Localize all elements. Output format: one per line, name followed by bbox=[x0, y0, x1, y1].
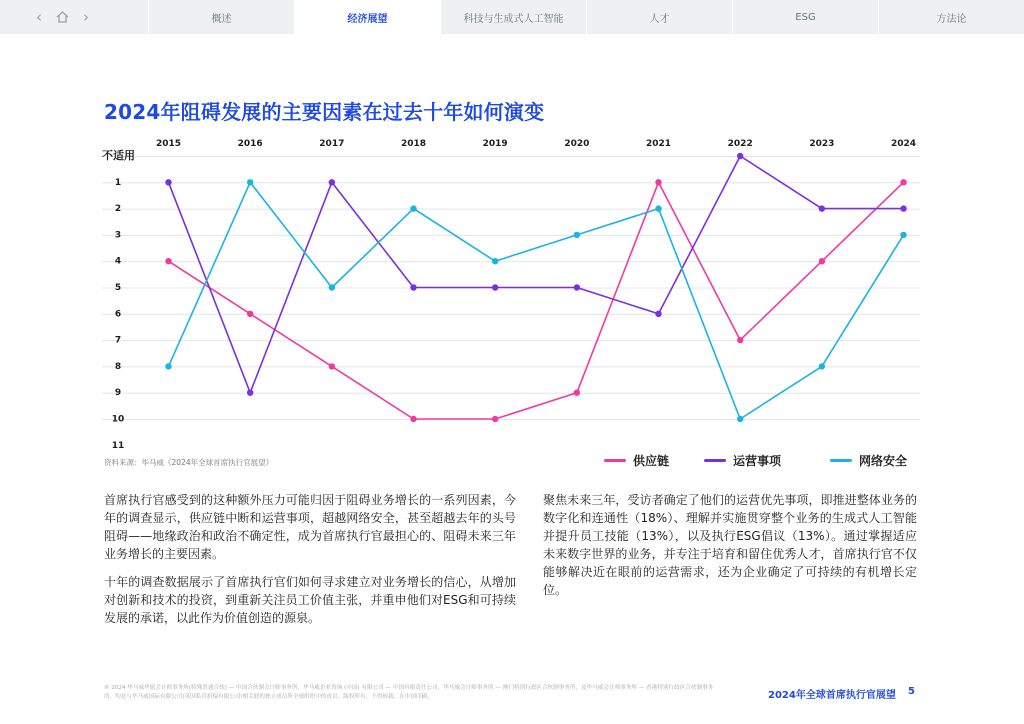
x-tick-label: 2020 bbox=[564, 139, 590, 149]
series-line bbox=[169, 182, 904, 419]
data-point bbox=[819, 363, 825, 369]
data-point bbox=[247, 179, 253, 185]
data-point bbox=[819, 258, 825, 264]
data-point bbox=[655, 311, 661, 317]
y-tick-label: 4 bbox=[114, 256, 122, 267]
tab-overview[interactable]: 概述 bbox=[148, 0, 294, 34]
legend-swatch-supply-chain bbox=[604, 459, 626, 462]
x-tick-label: 2023 bbox=[809, 139, 835, 149]
y-tick-label: 10 bbox=[111, 414, 125, 425]
data-point bbox=[900, 205, 906, 211]
legal-footnote: © 2024 毕马威华振会计师事务所(特殊普通合伙) — 中国合伙制会计师事务所，毕马威企业咨询 (中国) 有限公司 — 中国有限责任公司，毕马威会计师事务所 — 澳门特别行政区合伙制事务所，及毕马威会计师事务所 — 香港特别行政区合伙制事务所，均是与毕马威国际有限公司(英国私营担保有限公司)相关联的独立成员所全球组织中的成员。版权所有，不得转载。在中国印刷。 bbox=[104, 685, 714, 700]
y-tick-label: 6 bbox=[114, 309, 122, 320]
data-point bbox=[819, 205, 825, 211]
tab-economic-outlook[interactable]: 经济展望 bbox=[294, 0, 440, 34]
y-tick-label: 7 bbox=[114, 335, 122, 346]
data-point bbox=[165, 363, 171, 369]
body-right-column bbox=[543, 491, 917, 609]
data-point bbox=[737, 337, 743, 343]
legend-label-supply-chain: 供应链 bbox=[633, 454, 670, 468]
data-point bbox=[492, 284, 498, 290]
series-line bbox=[169, 156, 904, 393]
legend-item-cybersecurity bbox=[830, 452, 907, 469]
x-tick-label: 2024 bbox=[890, 139, 917, 149]
data-point bbox=[655, 179, 661, 185]
data-point bbox=[329, 179, 335, 185]
tab-esg[interactable]: ESG bbox=[732, 0, 878, 34]
data-point bbox=[574, 284, 580, 290]
data-point bbox=[247, 390, 253, 396]
series-line bbox=[169, 182, 904, 419]
data-point bbox=[655, 205, 661, 211]
y-tick-label: 8 bbox=[114, 361, 122, 372]
x-tick-label: 2018 bbox=[400, 139, 427, 149]
footer-title: 2024年全球首席执行官展望 bbox=[768, 690, 896, 701]
y-tick-label: 11 bbox=[111, 440, 125, 451]
data-point bbox=[165, 258, 171, 264]
x-tick-label: 2015 bbox=[155, 139, 182, 149]
y-tick-label: 9 bbox=[114, 388, 122, 399]
x-tick-label: 2019 bbox=[482, 139, 508, 149]
y-tick-label: 3 bbox=[114, 230, 122, 241]
body-paragraph: 聚焦未来三年，受访者确定了他们的运营优先事项，即推进整体业务的数字化和连通性（18%）、理解并实施贯穿整个业务的生成式人工智能并提升员工技能（13%），以及执行ESG倡议（13%）。通过掌握适应未来数字世界的业务，并专注于培育和留住优秀人才，首席执行官不仅能够解决近在眼前的运营需求，还为企业确定了可持续的有机增长定位。 bbox=[543, 493, 917, 597]
data-point bbox=[900, 179, 906, 185]
y-tick-label: 1 bbox=[114, 177, 122, 188]
data-point bbox=[492, 258, 498, 264]
body-left-column bbox=[104, 491, 516, 637]
y-tick-label: 2 bbox=[114, 204, 122, 215]
data-point bbox=[247, 311, 253, 317]
legend-item-operations bbox=[704, 452, 781, 469]
data-point bbox=[165, 179, 171, 185]
data-point bbox=[410, 416, 416, 422]
legend-swatch-operations bbox=[704, 459, 726, 462]
legend-item-supply-chain bbox=[604, 452, 669, 469]
chevron-left-icon[interactable]: ‹ bbox=[36, 7, 42, 26]
tab-talent[interactable]: 人才 bbox=[586, 0, 732, 34]
data-point bbox=[329, 284, 335, 290]
legend-label-operations: 运营事项 bbox=[733, 454, 782, 468]
y-tick-label: 不适用 bbox=[102, 149, 135, 162]
data-point bbox=[737, 153, 743, 159]
data-point bbox=[410, 205, 416, 211]
x-tick-label: 2016 bbox=[237, 139, 263, 149]
chart-source: 资料来源：毕马威《2024年全球首席执行官展望》 bbox=[104, 458, 274, 467]
legend-label-cybersecurity: 网络安全 bbox=[859, 454, 908, 468]
body-paragraph: 十年的调查数据展示了首席执行官们如何寻求建立对业务增长的信心，从增加对创新和技术的投资，到重新关注员工价值主张，并重申他们对ESG和可持续发展的承诺，以此作为价值创造的源泉。 bbox=[104, 575, 516, 625]
data-point bbox=[737, 416, 743, 422]
data-point bbox=[574, 232, 580, 238]
data-point bbox=[410, 284, 416, 290]
page-number: 5 bbox=[908, 686, 915, 697]
data-point bbox=[574, 390, 580, 396]
chevron-right-icon[interactable]: › bbox=[83, 7, 89, 26]
x-tick-label: 2021 bbox=[645, 139, 672, 149]
x-tick-label: 2022 bbox=[727, 139, 753, 149]
tab-methodology[interactable]: 方法论 bbox=[878, 0, 1024, 34]
legend-swatch-cybersecurity bbox=[830, 459, 852, 462]
y-tick-label: 5 bbox=[114, 283, 122, 293]
data-point bbox=[900, 232, 906, 238]
body-paragraph: 首席执行官感受到的这种额外压力可能归因于阻碍业务增长的一系列因素，今年的调查显示，供应链中断和运营事项，超越网络安全，甚至超越去年的头号阻碍——地缘政治和政治不确定性，成为首席执行官最担心的、阻碍未来三年业务增长的主要因素。 bbox=[104, 493, 516, 561]
x-tick-label: 2017 bbox=[319, 139, 345, 149]
data-point bbox=[492, 416, 498, 422]
tab-tech-genai[interactable]: 科技与生成式人工智能 bbox=[440, 0, 586, 34]
data-point bbox=[329, 363, 335, 369]
page-title: 2024年阻碍发展的主要因素在过去十年如何演变 bbox=[104, 100, 545, 124]
